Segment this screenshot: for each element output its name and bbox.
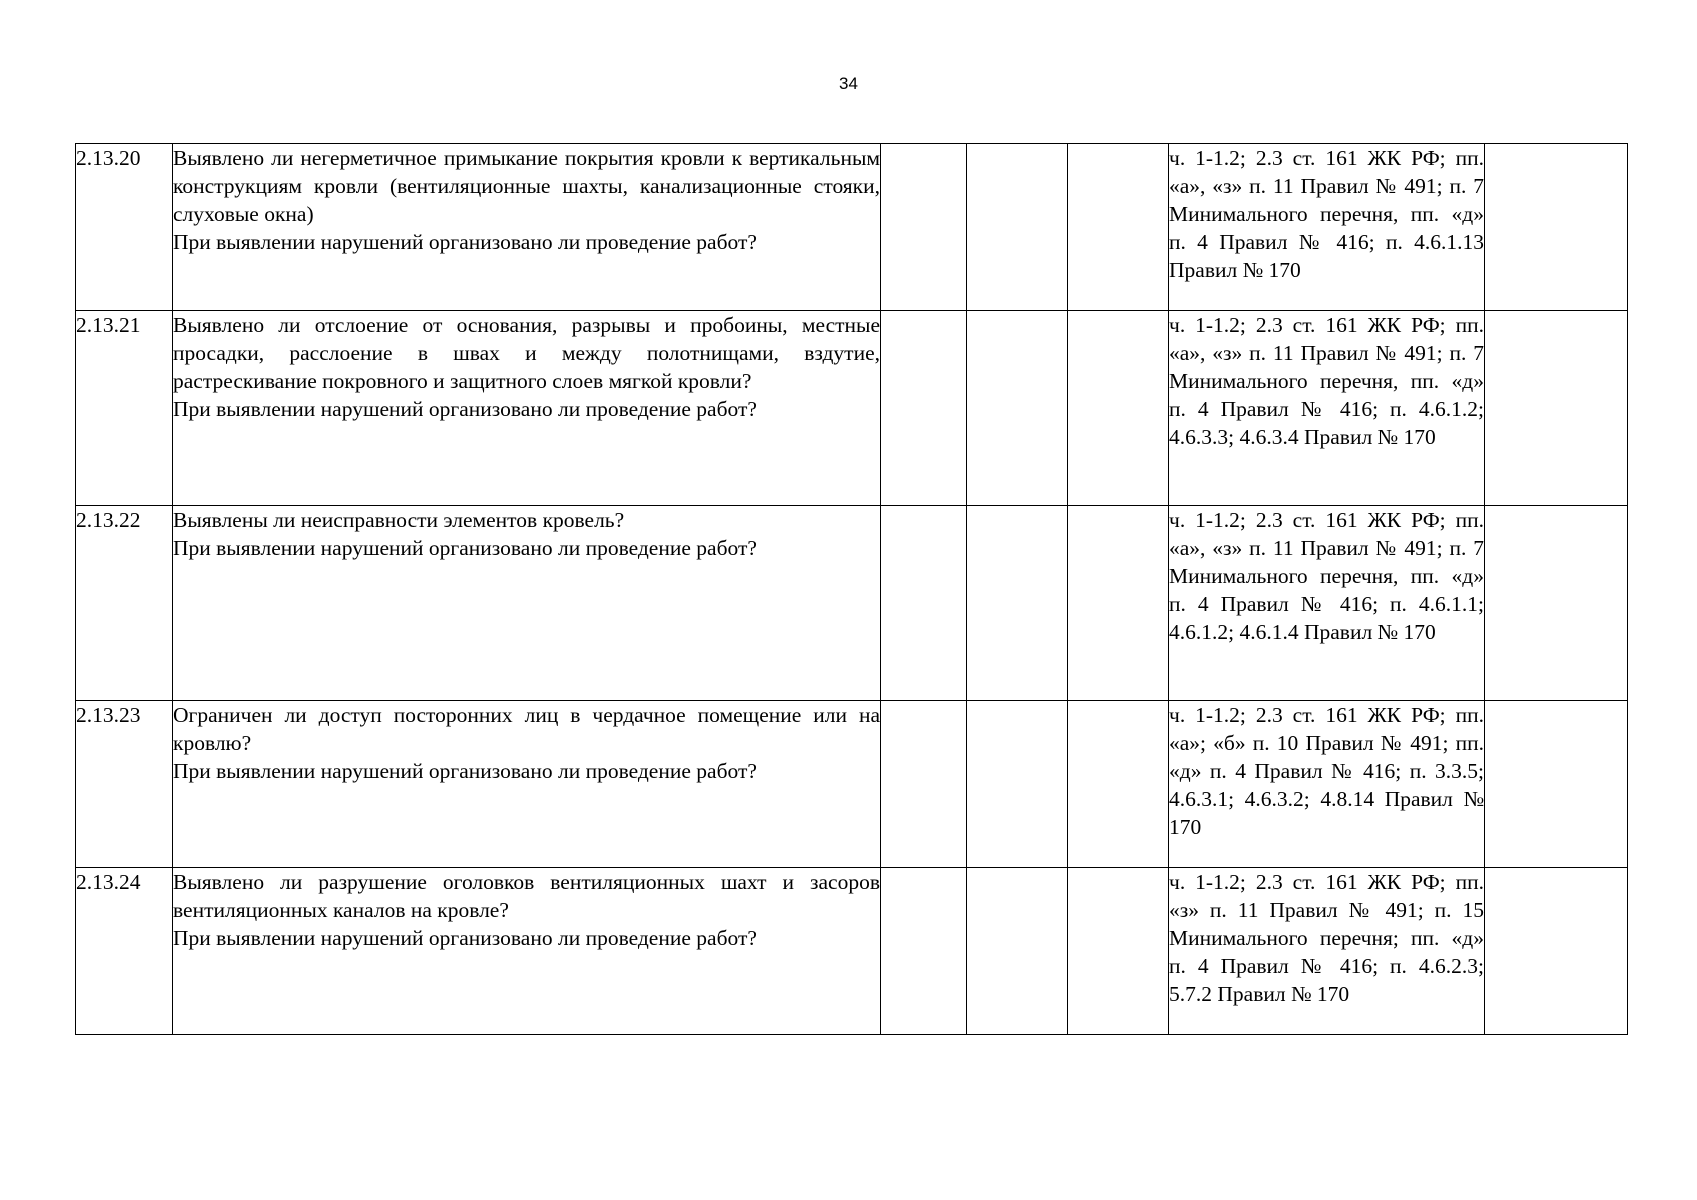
- followup-text: При выявлении нарушений организовано ли проведение работ?: [173, 759, 757, 783]
- answer-yes-cell[interactable]: [881, 144, 967, 311]
- notes-cell[interactable]: [1485, 144, 1628, 311]
- question-cell: [173, 311, 881, 506]
- answer-na-cell[interactable]: [1068, 701, 1169, 868]
- question-text: Выявлено ли отслоение от основания, разрывы и пробоины, местные просадки, расслоение в швах и между полотнищами, вздутие, растрескивание покровного и защитного слоев мягкой кровли?: [173, 313, 880, 393]
- notes-cell[interactable]: [1485, 701, 1628, 868]
- reference-text: ч. 1-1.2; 2.3 ст. 161 ЖК РФ; пп. «а», «з» п. 11 Правил № 491; п. 7 Минимального перечня, пп. «д» п. 4 Правил № 416; п. 4.6.1.13 Правил № 170: [1169, 146, 1484, 282]
- question-cell: [173, 701, 881, 868]
- table-row: [76, 701, 1628, 868]
- table-row: [76, 311, 1628, 506]
- reference-cell: [1169, 144, 1485, 311]
- reference-cell: [1169, 311, 1485, 506]
- answer-yes-cell[interactable]: [881, 701, 967, 868]
- question-cell: [173, 868, 881, 1035]
- answer-na-cell[interactable]: [1068, 868, 1169, 1035]
- item-number: 2.13.20: [76, 144, 173, 311]
- reference-cell: [1169, 506, 1485, 701]
- table-row: [76, 506, 1628, 701]
- reference-cell: [1169, 701, 1485, 868]
- reference-cell: [1169, 868, 1485, 1035]
- answer-no-cell[interactable]: [967, 701, 1068, 868]
- answer-no-cell[interactable]: [967, 868, 1068, 1035]
- question-cell: [173, 144, 881, 311]
- answer-no-cell[interactable]: [967, 506, 1068, 701]
- answer-na-cell[interactable]: [1068, 144, 1169, 311]
- answer-na-cell[interactable]: [1068, 506, 1169, 701]
- followup-text: При выявлении нарушений организовано ли проведение работ?: [173, 926, 757, 950]
- item-number: 2.13.22: [76, 506, 173, 701]
- reference-text: ч. 1-1.2; 2.3 ст. 161 ЖК РФ; пп. «з» п. 11 Правил № 491; п. 15 Минимального перечня; пп. «д» п. 4 Правил № 416; п. 4.6.2.3; 5.7.2 Правил № 170: [1169, 870, 1484, 1006]
- question-text: Выявлено ли негерметичное примыкание покрытия кровли к вертикальным конструкциям кровли (вентиляционные шахты, канализационные стояки, слуховые окна): [173, 146, 880, 226]
- followup-text: При выявлении нарушений организовано ли проведение работ?: [173, 230, 757, 254]
- question-cell: [173, 506, 881, 701]
- table-row: [76, 144, 1628, 311]
- checklist-table: [75, 143, 1628, 1035]
- table-row: [76, 868, 1628, 1035]
- followup-text: При выявлении нарушений организовано ли проведение работ?: [173, 536, 757, 560]
- answer-yes-cell[interactable]: [881, 506, 967, 701]
- reference-text: ч. 1-1.2; 2.3 ст. 161 ЖК РФ; пп. «а», «з» п. 11 Правил № 491; п. 7 Минимального перечня, пп. «д» п. 4 Правил № 416; п. 4.6.1.2; 4.6.3.3; 4.6.3.4 Правил № 170: [1169, 313, 1484, 449]
- answer-no-cell[interactable]: [967, 311, 1068, 506]
- answer-no-cell[interactable]: [967, 144, 1068, 311]
- item-number: 2.13.21: [76, 311, 173, 506]
- answer-yes-cell[interactable]: [881, 311, 967, 506]
- question-text: Ограничен ли доступ посторонних лиц в чердачное помещение или на кровлю?: [173, 703, 880, 755]
- answer-na-cell[interactable]: [1068, 311, 1169, 506]
- page-number: 34: [839, 74, 858, 93]
- item-number: 2.13.24: [76, 868, 173, 1035]
- reference-text: ч. 1-1.2; 2.3 ст. 161 ЖК РФ; пп. «а», «з» п. 11 Правил № 491; п. 7 Минимального перечня, пп. «д» п. 4 Правил № 416; п. 4.6.1.1; 4.6.1.2; 4.6.1.4 Правил № 170: [1169, 508, 1484, 644]
- item-number: 2.13.23: [76, 701, 173, 868]
- followup-text: При выявлении нарушений организовано ли проведение работ?: [173, 397, 757, 421]
- answer-yes-cell[interactable]: [881, 868, 967, 1035]
- reference-text: ч. 1-1.2; 2.3 ст. 161 ЖК РФ; пп. «а»; «б» п. 10 Правил № 491; пп. «д» п. 4 Правил № 416; п. 3.3.5; 4.6.3.1; 4.6.3.2; 4.8.14 Правил № 170: [1169, 703, 1484, 839]
- question-text: Выявлены ли неисправности элементов кровель?: [173, 508, 625, 532]
- notes-cell[interactable]: [1485, 311, 1628, 506]
- question-text: Выявлено ли разрушение оголовков вентиляционных шахт и засоров вентиляционных каналов на кровле?: [173, 870, 880, 922]
- notes-cell[interactable]: [1485, 506, 1628, 701]
- notes-cell[interactable]: [1485, 868, 1628, 1035]
